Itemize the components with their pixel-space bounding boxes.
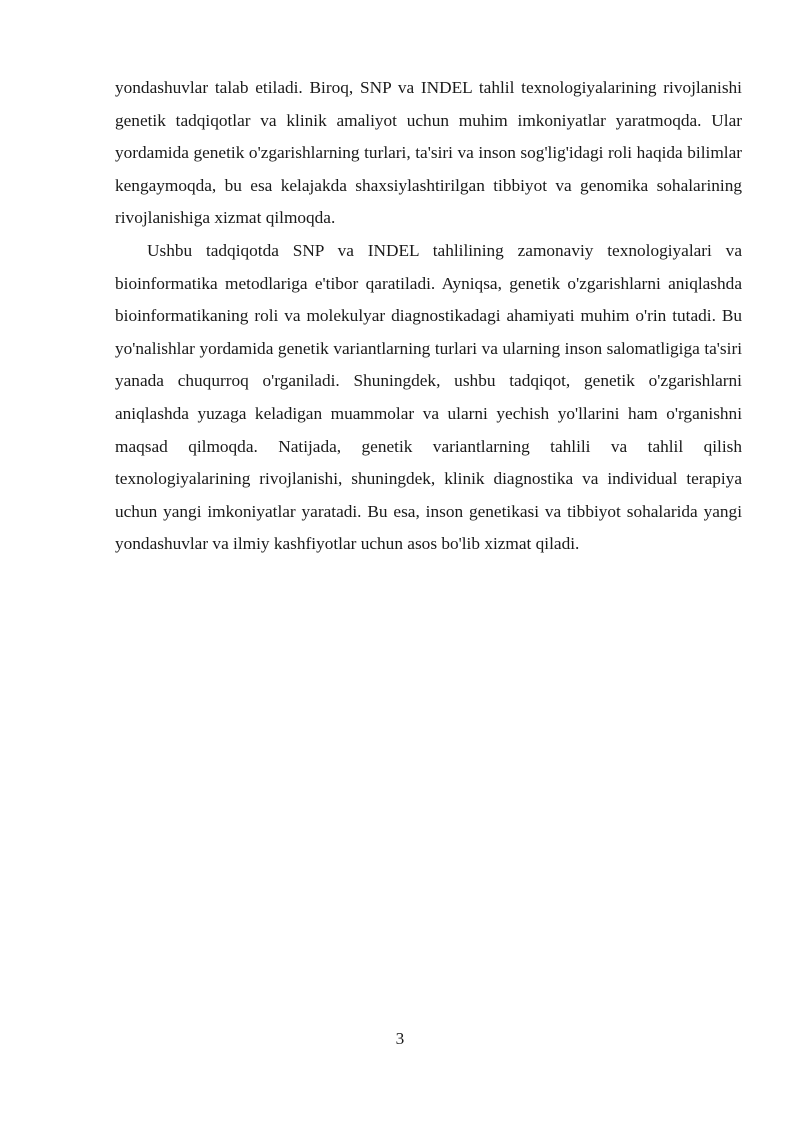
paragraph-research-focus: Ushbu tadqiqotda SNP va INDEL tahlilining zamonaviy texnologiyalari va bioinformatika metodlariga e'tibor qaratiladi. Ayniqsa, genetik o'zgarishlarni aniqlashda bioinformatikaning roli va molekulyar diagnostikadagi ahamiyati muhim o'rin tutadi. Bu yo'nalishlar yordamida genetik variantlarning turlari va ularning inson salomatligiga ta'siri yanada chuqurroq o'rganiladi. Shuningdek, ushbu tadqiqot, genetik o'zgarishlarni aniqlashda yuzaga keladigan muammolar va ularni yechish yo'llarini ham o'rganishni maqsad qilmoqda. Natijada, genetik variantlarning tahlili va tahlil qilish texnologiyalarining rivojlanishi, shuningdek, klinik diagnostika va individual terapiya uchun yangi imkoniyatlar yaratadi. Bu esa, inson genetikasi va tibbiyot sohalarida yangi yondashuvlar va ilmiy kashfiyotlar uchun asos bo'lib xizmat qiladi. [115, 240, 742, 554]
body-text [115, 72, 742, 561]
page-number: 3 [395, 1029, 405, 1048]
paragraph-continuation: yondashuvlar talab etiladi. Biroq, SNP va INDEL tahlil texnologiyalarining rivojlanishi genetik tadqiqotlar va klinik amaliyot uchun muhim imkoniyatlar yaratmoqda. Ular yordamida genetik o'zgarishlarning turlari, ta'siri va inson sog'lig'idagi roli haqida bilimlar kengaymoqda, bu esa kelajakda shaxsiylashtirilgan tibbiyot va genomika sohalarining rivojlanishiga xizmat qilmoqda. [115, 78, 742, 228]
